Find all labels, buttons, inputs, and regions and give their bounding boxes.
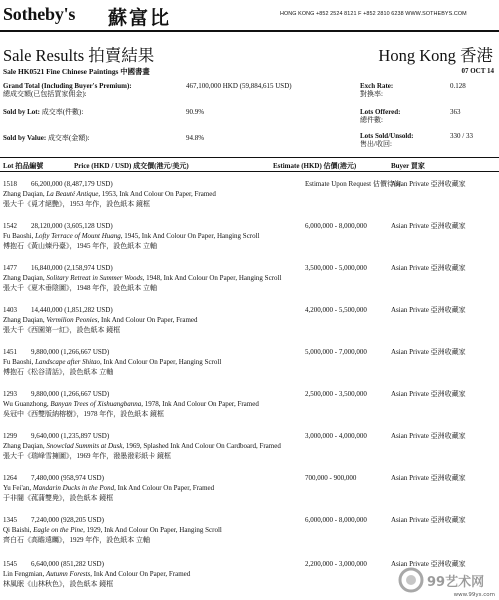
svg-text:99艺术网: 99艺术网 <box>427 575 485 590</box>
table-row <box>3 222 495 260</box>
lot-description: Wu Guanzhong, Banyan Trees of Xishuangbanna, 1978, Ink And Colour On Paper, Framed <box>3 400 259 408</box>
lot-description-chinese: 張大千《瑞峰雪擁圖》，1969 年作，潑墨潑彩紙卡 鏡框 <box>3 452 171 460</box>
table-header-rule-bottom <box>0 171 499 172</box>
table-row <box>3 306 495 344</box>
exch-rate-value: 0.128 <box>450 82 466 90</box>
table-row <box>3 516 495 554</box>
lot-number: 1545 <box>3 560 17 568</box>
lot-estimate: 6,000,000 - 8,000,000 <box>305 222 367 230</box>
lot-buyer: Asian Private 亞洲收藏家 <box>391 348 466 356</box>
lot-buyer: Asian Private 亞洲收藏家 <box>391 560 466 568</box>
sold-by-lot-value: 90.9% <box>186 108 205 116</box>
lot-buyer: Asian Private 亞洲收藏家 <box>391 474 466 482</box>
lot-number: 1477 <box>3 264 17 272</box>
lot-description-chinese: 張大千《覓才絕艷》，1953 年作，設色紙本 鏡框 <box>3 200 150 208</box>
lot-description-chinese: 張大千《西園第一紅》，設色紙本 鏡框 <box>3 326 121 334</box>
lot-number: 1345 <box>3 516 17 524</box>
lot-buyer: Asian Private 亞洲收藏家 <box>391 432 466 440</box>
lot-number: 1542 <box>3 222 17 230</box>
lot-description-chinese: 張大千《夏木垂陰圖》，1948 年作，設色紙本 立軸 <box>3 284 157 292</box>
lot-estimate: 2,200,000 - 3,000,000 <box>305 560 367 568</box>
lot-number: 1299 <box>3 432 17 440</box>
lot-buyer: Asian Private 亞洲收藏家 <box>391 180 466 188</box>
lot-price: 66,200,000 (8,487,179 USD) <box>31 180 113 188</box>
lot-buyer: Asian Private 亞洲收藏家 <box>391 516 466 524</box>
lot-description: Lin Fengmian, Autumn Forests, Ink And Colour On Paper, Framed <box>3 570 191 578</box>
table-row <box>3 432 495 470</box>
column-header-price: Price (HKD / USD) 成交價(港元/美元) <box>74 162 189 170</box>
sale-date: 07 OCT 14 <box>461 67 494 75</box>
table-row <box>3 180 495 218</box>
sold-by-value-value: 94.8% <box>186 134 205 142</box>
lot-description-chinese: 傅抱石《黃山煉丹臺》，1945 年作，設色紙本 立軸 <box>3 242 157 250</box>
lot-estimate: 6,000,000 - 8,000,000 <box>305 516 367 524</box>
lot-estimate: 5,000,000 - 7,000,000 <box>305 348 367 356</box>
lot-description: Zhang Daqian, Solitary Retreat in Summer Woods, 1948, Ink And Colour On Paper, Hanging Scroll <box>3 274 282 282</box>
header-divider <box>0 30 499 32</box>
lot-price: 14,440,000 (1,851,282 USD) <box>31 306 113 314</box>
table-row <box>3 390 495 428</box>
lot-number: 1264 <box>3 474 17 482</box>
lot-price: 6,640,000 (851,282 USD) <box>31 560 104 568</box>
lot-price: 9,880,000 (1,266,667 USD) <box>31 390 110 398</box>
lot-description-chinese: 傅抱石《松谷清話》，設色紙本 立軸 <box>3 368 114 376</box>
grand-total-label: Grand Total (Including Buyer's Premium): 總成交額(已包括買家佣金): <box>3 82 132 98</box>
lot-buyer: Asian Private 亞洲收藏家 <box>391 306 466 314</box>
table-row <box>3 348 495 386</box>
table-row <box>3 264 495 302</box>
lot-buyer: Asian Private 亞洲收藏家 <box>391 222 466 230</box>
column-header-buyer: Buyer 買家 <box>391 162 425 170</box>
lots-offered-label: Lots Offered: 總件數: <box>360 108 401 124</box>
lot-description-chinese: 于非闇《菰蒲雙鳧》，設色紙本 鏡框 <box>3 494 114 502</box>
lot-price: 16,840,000 (2,158,974 USD) <box>31 264 113 272</box>
lot-description: Yu Fei'an, Mandarin Ducks in the Pond, Ink And Colour On Paper, Framed <box>3 484 215 492</box>
column-header-estimate: Estimate (HKD) 估價(港元) <box>273 162 357 170</box>
table-row <box>3 474 495 512</box>
sothebys-logo: Sotheby's <box>3 4 76 24</box>
lot-description: Zhang Daqian, Vermilion Peonies, Ink And Colour On Paper, Framed <box>3 316 198 324</box>
lot-estimate: 4,200,000 - 5,500,000 <box>305 306 367 314</box>
sale-location: Hong Kong 香港 <box>378 46 493 65</box>
lot-description: Zhang Daqian, Snowclad Summits at Dusk, 1969, Splashed Ink And Colour On Cardboard, Framed <box>3 442 281 450</box>
lot-description-chinese: 林風眠《山林秋色》，設色紙本 鏡框 <box>3 580 114 588</box>
lot-price: 7,480,000 (958,974 USD) <box>31 474 104 482</box>
lots-offered-value: 363 <box>450 108 461 116</box>
lot-number: 1403 <box>3 306 17 314</box>
lot-buyer: Asian Private 亞洲收藏家 <box>391 390 466 398</box>
lot-description-chinese: 吳冠中《西雙版納榕樹》，1978 年作，設色紙本 鏡框 <box>3 410 164 418</box>
lot-description: Zhang Daqian, La Beauté Antique, 1953, Ink And Colour On Paper, Framed <box>3 190 216 198</box>
contact-line: HONG KONG +852 2524 8121 F +852 2810 6238 WWW.SOTHEBYS.COM <box>280 11 467 17</box>
page-title: Sale Results 拍賣結果 <box>3 46 155 65</box>
lot-price: 7,240,000 (928,205 USD) <box>31 516 104 524</box>
grand-total-value: 467,100,000 HKD (59,884,615 USD) <box>186 82 292 90</box>
sale-name: Sale HK0521 Fine Chinese Paintings 中國書畫 <box>3 67 150 76</box>
lot-description-chinese: 齊白石《高瞻遠矚》，1929 年作，設色紙本 立軸 <box>3 536 150 544</box>
exch-rate-label: Exch Rate: 對換率: <box>360 82 394 98</box>
lot-description: Fu Baoshi, Lofty Terrace of Mount Huang, 1945, Ink And Colour On Paper, Hanging Scroll <box>3 232 260 240</box>
lot-price: 28,120,000 (3,605,128 USD) <box>31 222 113 230</box>
lot-buyer: Asian Private 亞洲收藏家 <box>391 264 466 272</box>
lot-number: 1293 <box>3 390 17 398</box>
sothebys-logo-chinese: 蘇富比 <box>108 8 172 29</box>
lot-estimate: 700,000 - 900,000 <box>305 474 357 482</box>
watermark-url: www.99ys.com <box>453 592 495 598</box>
lot-price: 9,640,000 (1,235,897 USD) <box>31 432 110 440</box>
sold-by-lot-label: Sold by Lot: 成交率(件數): <box>3 108 84 116</box>
lots-sold-unsold-value: 330 / 33 <box>450 132 473 140</box>
lot-estimate: 3,500,000 - 5,000,000 <box>305 264 367 272</box>
lots-sold-unsold-label: Lots Sold/Unsold: 售出/收回: <box>360 132 414 148</box>
lot-description: Fu Baoshi, Landscape after Shitao, Ink And Colour On Paper, Hanging Scroll <box>3 358 222 366</box>
column-header-lot: Lot 拍品編號 <box>3 162 44 170</box>
sold-by-value-label: Sold by Value: 成交率(金額): <box>3 134 90 142</box>
table-header-rule-top <box>0 157 499 158</box>
lot-number: 1518 <box>3 180 17 188</box>
lot-estimate: 2,500,000 - 3,500,000 <box>305 390 367 398</box>
lot-estimate: 3,000,000 - 4,000,000 <box>305 432 367 440</box>
lot-number: 1451 <box>3 348 17 356</box>
lot-description: Qi Baishi, Eagle on the Pine, 1929, Ink And Colour On Paper, Hanging Scroll <box>3 526 222 534</box>
lot-estimate: Estimate Upon Request 估價待詢 <box>305 180 401 188</box>
lot-price: 9,880,000 (1,266,667 USD) <box>31 348 110 356</box>
